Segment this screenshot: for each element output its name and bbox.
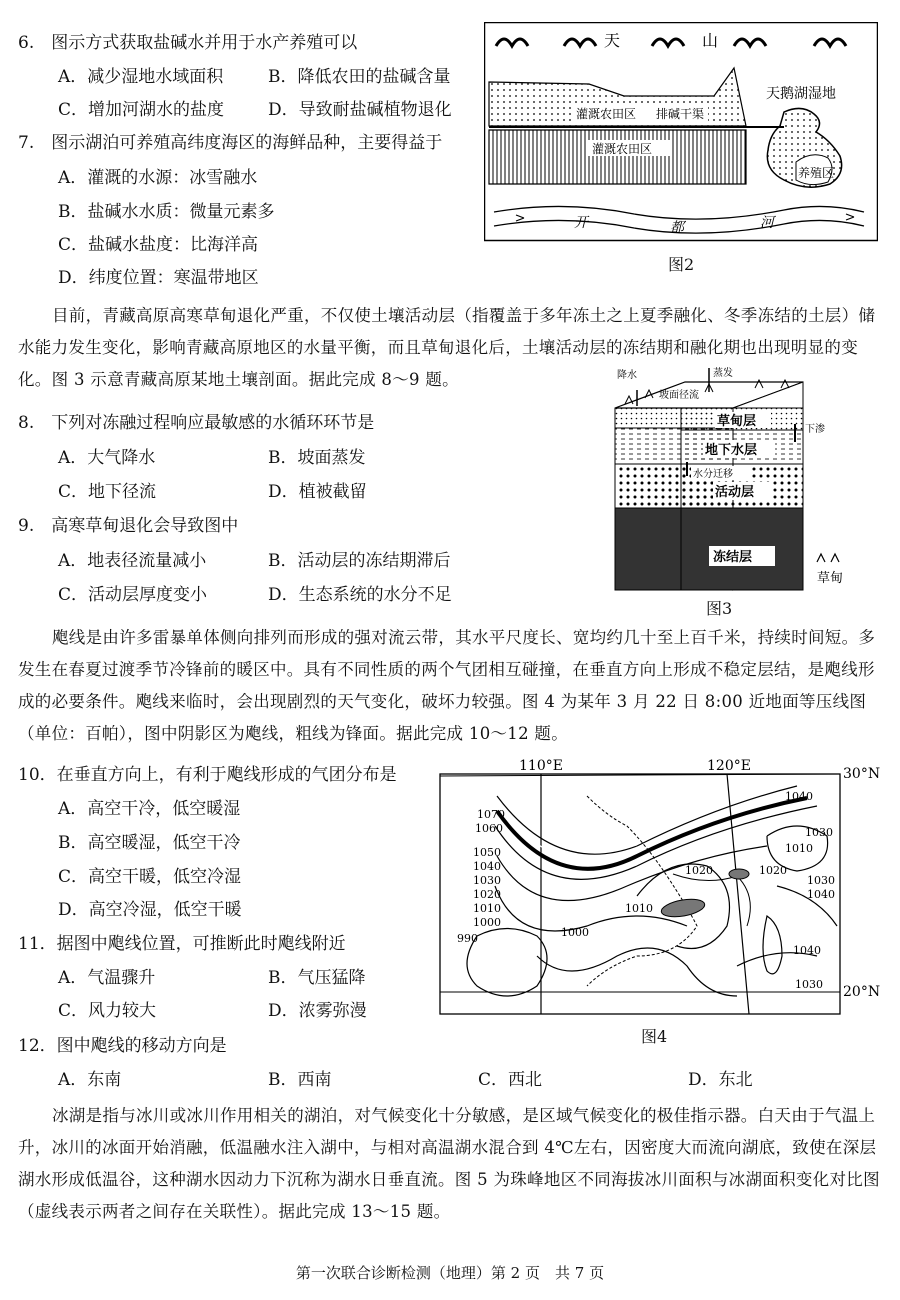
q10-option-b[interactable]: B．高空暖湿，低空干冷: [58, 833, 241, 853]
label-lon-120: 120°E: [707, 758, 751, 774]
q6-option-b[interactable]: B．降低农田的盐碱含量: [268, 67, 451, 87]
q9-option-b[interactable]: B．活动层的冻结期滞后: [268, 551, 451, 571]
q11-option-b[interactable]: B．气压猛降: [268, 968, 366, 988]
label-slope: 坡面径流: [659, 390, 699, 401]
q10-option-d[interactable]: D．高空冷湿，低空干暖: [58, 900, 242, 920]
q8-option-d[interactable]: D．植被截留: [268, 482, 367, 502]
label-frozen: 冻结层: [713, 550, 753, 565]
svg-text:1040: 1040: [785, 790, 813, 803]
q6-option-c[interactable]: C．增加河湖水的盐度: [58, 100, 225, 120]
label-lon-110: 110°E: [519, 758, 563, 774]
svg-text:1040: 1040: [473, 860, 501, 873]
figure-2-map: [484, 22, 878, 244]
label-legend-meadow: 草甸: [817, 571, 844, 586]
label-active: 活动层: [715, 485, 755, 500]
q9-stem: 9. 高寒草甸退化会导致图中: [18, 516, 239, 536]
svg-text:1020: 1020: [685, 864, 713, 877]
svg-text:1040: 1040: [807, 888, 835, 901]
q10-stem: 10．在垂直方向上，有利于飑线形成的气团分布是: [18, 765, 397, 785]
svg-text:1000: 1000: [561, 926, 589, 939]
q10-option-a[interactable]: A．高空干冷，低空暖湿: [58, 799, 241, 819]
svg-text:1030: 1030: [473, 874, 501, 887]
label-rain: 降水: [617, 370, 637, 381]
passage-2: 飑线是由许多雷暴单体侧向排列而形成的强对流云带，其水平尺度长、宽均约几十至上百千米，持续时间短。多发生在春夏过渡季节冷锋前的暖区中。具有不同性质的两个气团相互碰撞，在垂直方向上形成不稳定层结，是飑线形成的必要条件。飑线来临时，会出现剧烈的天气变化，破坏力较强。图 4 为某年 3 月 22 日 8:00 近地面等压线图（单位：百帕），图中阴影区为飑线，粗线为锋面。据此完成 10～12 题。: [18, 628, 876, 743]
svg-text:1020: 1020: [759, 864, 787, 877]
q11-stem: 11．据图中飑线位置，可推断此时飑线附近: [18, 934, 346, 954]
label-seep: 下渗: [805, 424, 825, 435]
q8-option-c[interactable]: C．地下径流: [58, 482, 157, 502]
label-evap: 蒸发: [713, 368, 733, 379]
q8-option-b[interactable]: B．坡面蒸发: [268, 448, 366, 468]
q10-option-c[interactable]: C．高空干暖，低空冷湿: [58, 867, 242, 887]
q12-option-b[interactable]: B．西南: [268, 1070, 332, 1090]
svg-text:1060: 1060: [475, 822, 503, 835]
q6-option-a[interactable]: A．减少湿地水域面积: [58, 67, 224, 87]
label-lake: 天鹅湖湿地: [766, 86, 836, 102]
irrigated-field-2: [489, 130, 746, 184]
label-migrate: 水分迁移: [693, 469, 733, 480]
q12-option-d[interactable]: D．东北: [688, 1070, 753, 1090]
q9-option-d[interactable]: D．生态系统的水分不足: [268, 585, 452, 605]
figure-4-isobar-map: [437, 756, 883, 1020]
label-river-1: 开: [574, 215, 588, 231]
svg-text:1040: 1040: [793, 944, 821, 957]
figure-4-caption: 图4: [641, 1027, 668, 1046]
label-groundwater: 地下水层: [705, 443, 758, 458]
label-lat-20: 20°N: [843, 984, 881, 1000]
svg-text:1070: 1070: [477, 808, 505, 821]
q11-option-d[interactable]: D．浓雾弥漫: [268, 1001, 367, 1021]
svg-text:1000: 1000: [473, 916, 501, 929]
label-tian: 天: [604, 31, 621, 50]
q7-stem: 7. 图示湖泊可养殖高纬度海区的海鲜品种，主要得益于: [18, 133, 443, 153]
q7-option-d[interactable]: D．纬度位置：寒温带地区: [58, 268, 259, 288]
label-drain: 排碱干渠: [656, 107, 705, 121]
q6-stem: 6. 图示方式获取盐碱水并用于水产养殖可以: [18, 33, 358, 53]
label-lat-30: 30°N: [843, 766, 881, 782]
svg-text:1010: 1010: [625, 902, 653, 915]
label-river-3: 河: [760, 215, 774, 231]
passage-3: 冰湖是指与冰川或冰川作用相关的湖泊，对气候变化十分敏感，是区域气候变化的极佳指示器。白天由于气温上升，冰川的冰面开始消融，低温融水注入湖中，与相对高温湖水混合到 4℃左右，因密度大而流向湖底，致使在深层湖水形成低温谷，这种湖水因动力下沉称为湖水日垂直流。图 5 为珠峰地区不同海拔冰川面积与冰湖面积变化对比图（虚线表示两者之间存在关联性）。据此完成 13～15 题。: [18, 1106, 880, 1221]
figure-3-soil-profile: [605, 362, 885, 594]
label-field-1: 灌溉农田区: [576, 107, 637, 121]
svg-text:1020: 1020: [473, 888, 501, 901]
page-footer: 第一次联合诊断检测（地理）第 2 页 共 7 页: [295, 1264, 605, 1282]
q12-option-a[interactable]: A．东南: [58, 1070, 122, 1090]
label-field-2: 灌溉农田区: [592, 142, 653, 156]
label-river-2: 都: [670, 220, 684, 236]
q7-option-b[interactable]: B．盐碱水水质：微量元素多: [58, 202, 275, 222]
squall-line-2: [729, 869, 749, 879]
q11-option-c[interactable]: C．风力较大: [58, 1001, 157, 1021]
q6-option-d[interactable]: D．导致耐盐碱植物退化: [268, 100, 452, 120]
svg-text:1050: 1050: [473, 846, 501, 859]
svg-text:1010: 1010: [785, 842, 813, 855]
q8-stem: 8. 下列对冻融过程响应最敏感的水循环环节是: [18, 413, 375, 433]
q7-option-a[interactable]: A．灌溉的水源：冰雪融水: [58, 168, 258, 188]
q8-option-a[interactable]: A．大气降水: [58, 448, 156, 468]
svg-text:990: 990: [457, 932, 478, 945]
label-farm: 养殖区: [798, 166, 835, 180]
label-shan: 山: [702, 31, 719, 50]
svg-text:1030: 1030: [807, 874, 835, 887]
q9-option-c[interactable]: C．活动层厚度变小: [58, 585, 208, 605]
q12-option-c[interactable]: C．西北: [478, 1070, 543, 1090]
q7-option-c[interactable]: C．盐碱水盐度：比海洋高: [58, 235, 259, 255]
svg-text:1010: 1010: [473, 902, 501, 915]
q9-option-a[interactable]: A．地表径流量减小: [58, 551, 207, 571]
q11-option-a[interactable]: A．气温骤升: [58, 968, 156, 988]
figure-2-caption: 图2: [668, 255, 695, 274]
q12-stem: 12．图中飑线的移动方向是: [18, 1036, 227, 1056]
figure-3-caption: 图3: [706, 599, 733, 618]
passage-1: 目前，青藏高原高寒草甸退化严重，不仅使土壤活动层（指覆盖于多年冻土之上夏季融化、冬季冻结的土层）储水能力发生变化，影响青藏高原地区的水量平衡，而且草甸退化后，土壤活动层的冻结期和融化期也出现明显的变化。图 3 示意青藏高原某地土壤剖面。据此完成 8～9 题。: [18, 306, 876, 389]
svg-text:1030: 1030: [805, 826, 833, 839]
label-meadow-layer: 草甸层: [717, 414, 757, 429]
svg-text:1030: 1030: [795, 978, 823, 991]
